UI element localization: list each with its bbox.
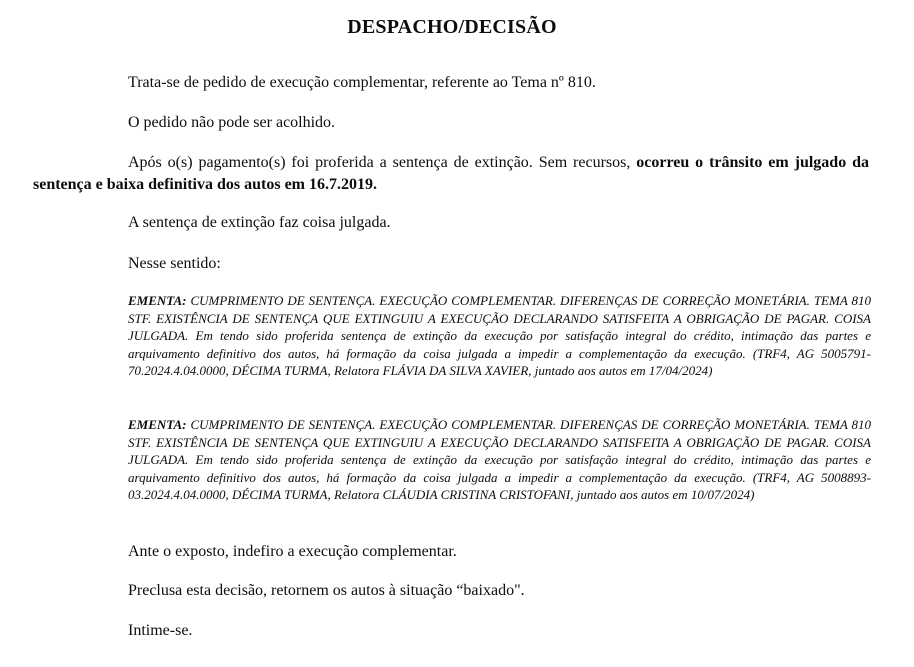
paragraph-emphasis: ocorreu o trânsito em julgado da sentença e baixa definitiva dos autos em 16.7.2019.: [33, 154, 869, 193]
ementa-text: CUMPRIMENTO DE SENTENÇA. EXECUÇÃO COMPLEMENTAR. DIFERENÇAS DE CORREÇÃO MONETÁRIA. TEMA 810 STF. EXISTÊNCIA DE SENTENÇA QUE EXTINGUIU A EXECUÇÃO DECLARANDO SATISFEITA A OBRIGAÇÃO DE PAGAR. COISA JULGADA. Em tendo sido proferida sentença de extinção da execução por satisfação integral do crédito, intimação das partes e arquivamento definitivo dos autos, há formação da coisa julgada a impedir a complementação da execução. (TRF4, AG 5005791-70.2024.4.04.0000, DÉCIMA TURMA, Relatora FLÁVIA DA SILVA XAVIER, juntado aos autos em 17/04/2024): [128, 293, 871, 378]
paragraph-text: Após o(s) pagamento(s) foi proferida a sentença de extinção. Sem recursos,: [128, 154, 637, 171]
paragraph-res-judicata-context: [33, 152, 869, 196]
ementa-label: EMENTA:: [128, 417, 187, 432]
paragraph-in-this-sense: Nesse sentido:: [128, 255, 221, 272]
paragraph-request: Trata-se de pedido de execução complementar, referente ao Tema nº 810.: [128, 74, 596, 91]
paragraph-notify: Intime-se.: [128, 622, 193, 639]
ementa-label: EMENTA:: [128, 293, 187, 308]
paragraph-conclusion: Ante o exposto, indefiro a execução complementar.: [128, 543, 457, 560]
paragraph-return-files: Preclusa esta decisão, retornem os autos à situação “baixado".: [128, 582, 525, 599]
document-title: DESPACHO/DECISÃO: [347, 16, 557, 38]
ementa-citation-1: [128, 292, 871, 380]
ementa-text: CUMPRIMENTO DE SENTENÇA. EXECUÇÃO COMPLEMENTAR. DIFERENÇAS DE CORREÇÃO MONETÁRIA. TEMA 810 STF. EXISTÊNCIA DE SENTENÇA QUE EXTINGUIU A EXECUÇÃO DECLARANDO SATISFEITA A OBRIGAÇÃO DE PAGAR. COISA JULGADA. Em tendo sido proferida sentença de extinção da execução por satisfação integral do crédito, intimação das partes e arquivamento definitivo dos autos, há formação da coisa julgada a impedir a complementação da execução. (TRF4, AG 5008893-03.2024.4.04.0000, DÉCIMA TURMA, Relatora CLÁUDIA CRISTINA CRISTOFANI, juntado aos autos em 10/07/2024): [128, 417, 871, 502]
ementa-citation-2: [128, 416, 871, 504]
paragraph-res-judicata: A sentença de extinção faz coisa julgada.: [128, 214, 391, 231]
paragraph-denied: O pedido não pode ser acolhido.: [128, 114, 336, 131]
